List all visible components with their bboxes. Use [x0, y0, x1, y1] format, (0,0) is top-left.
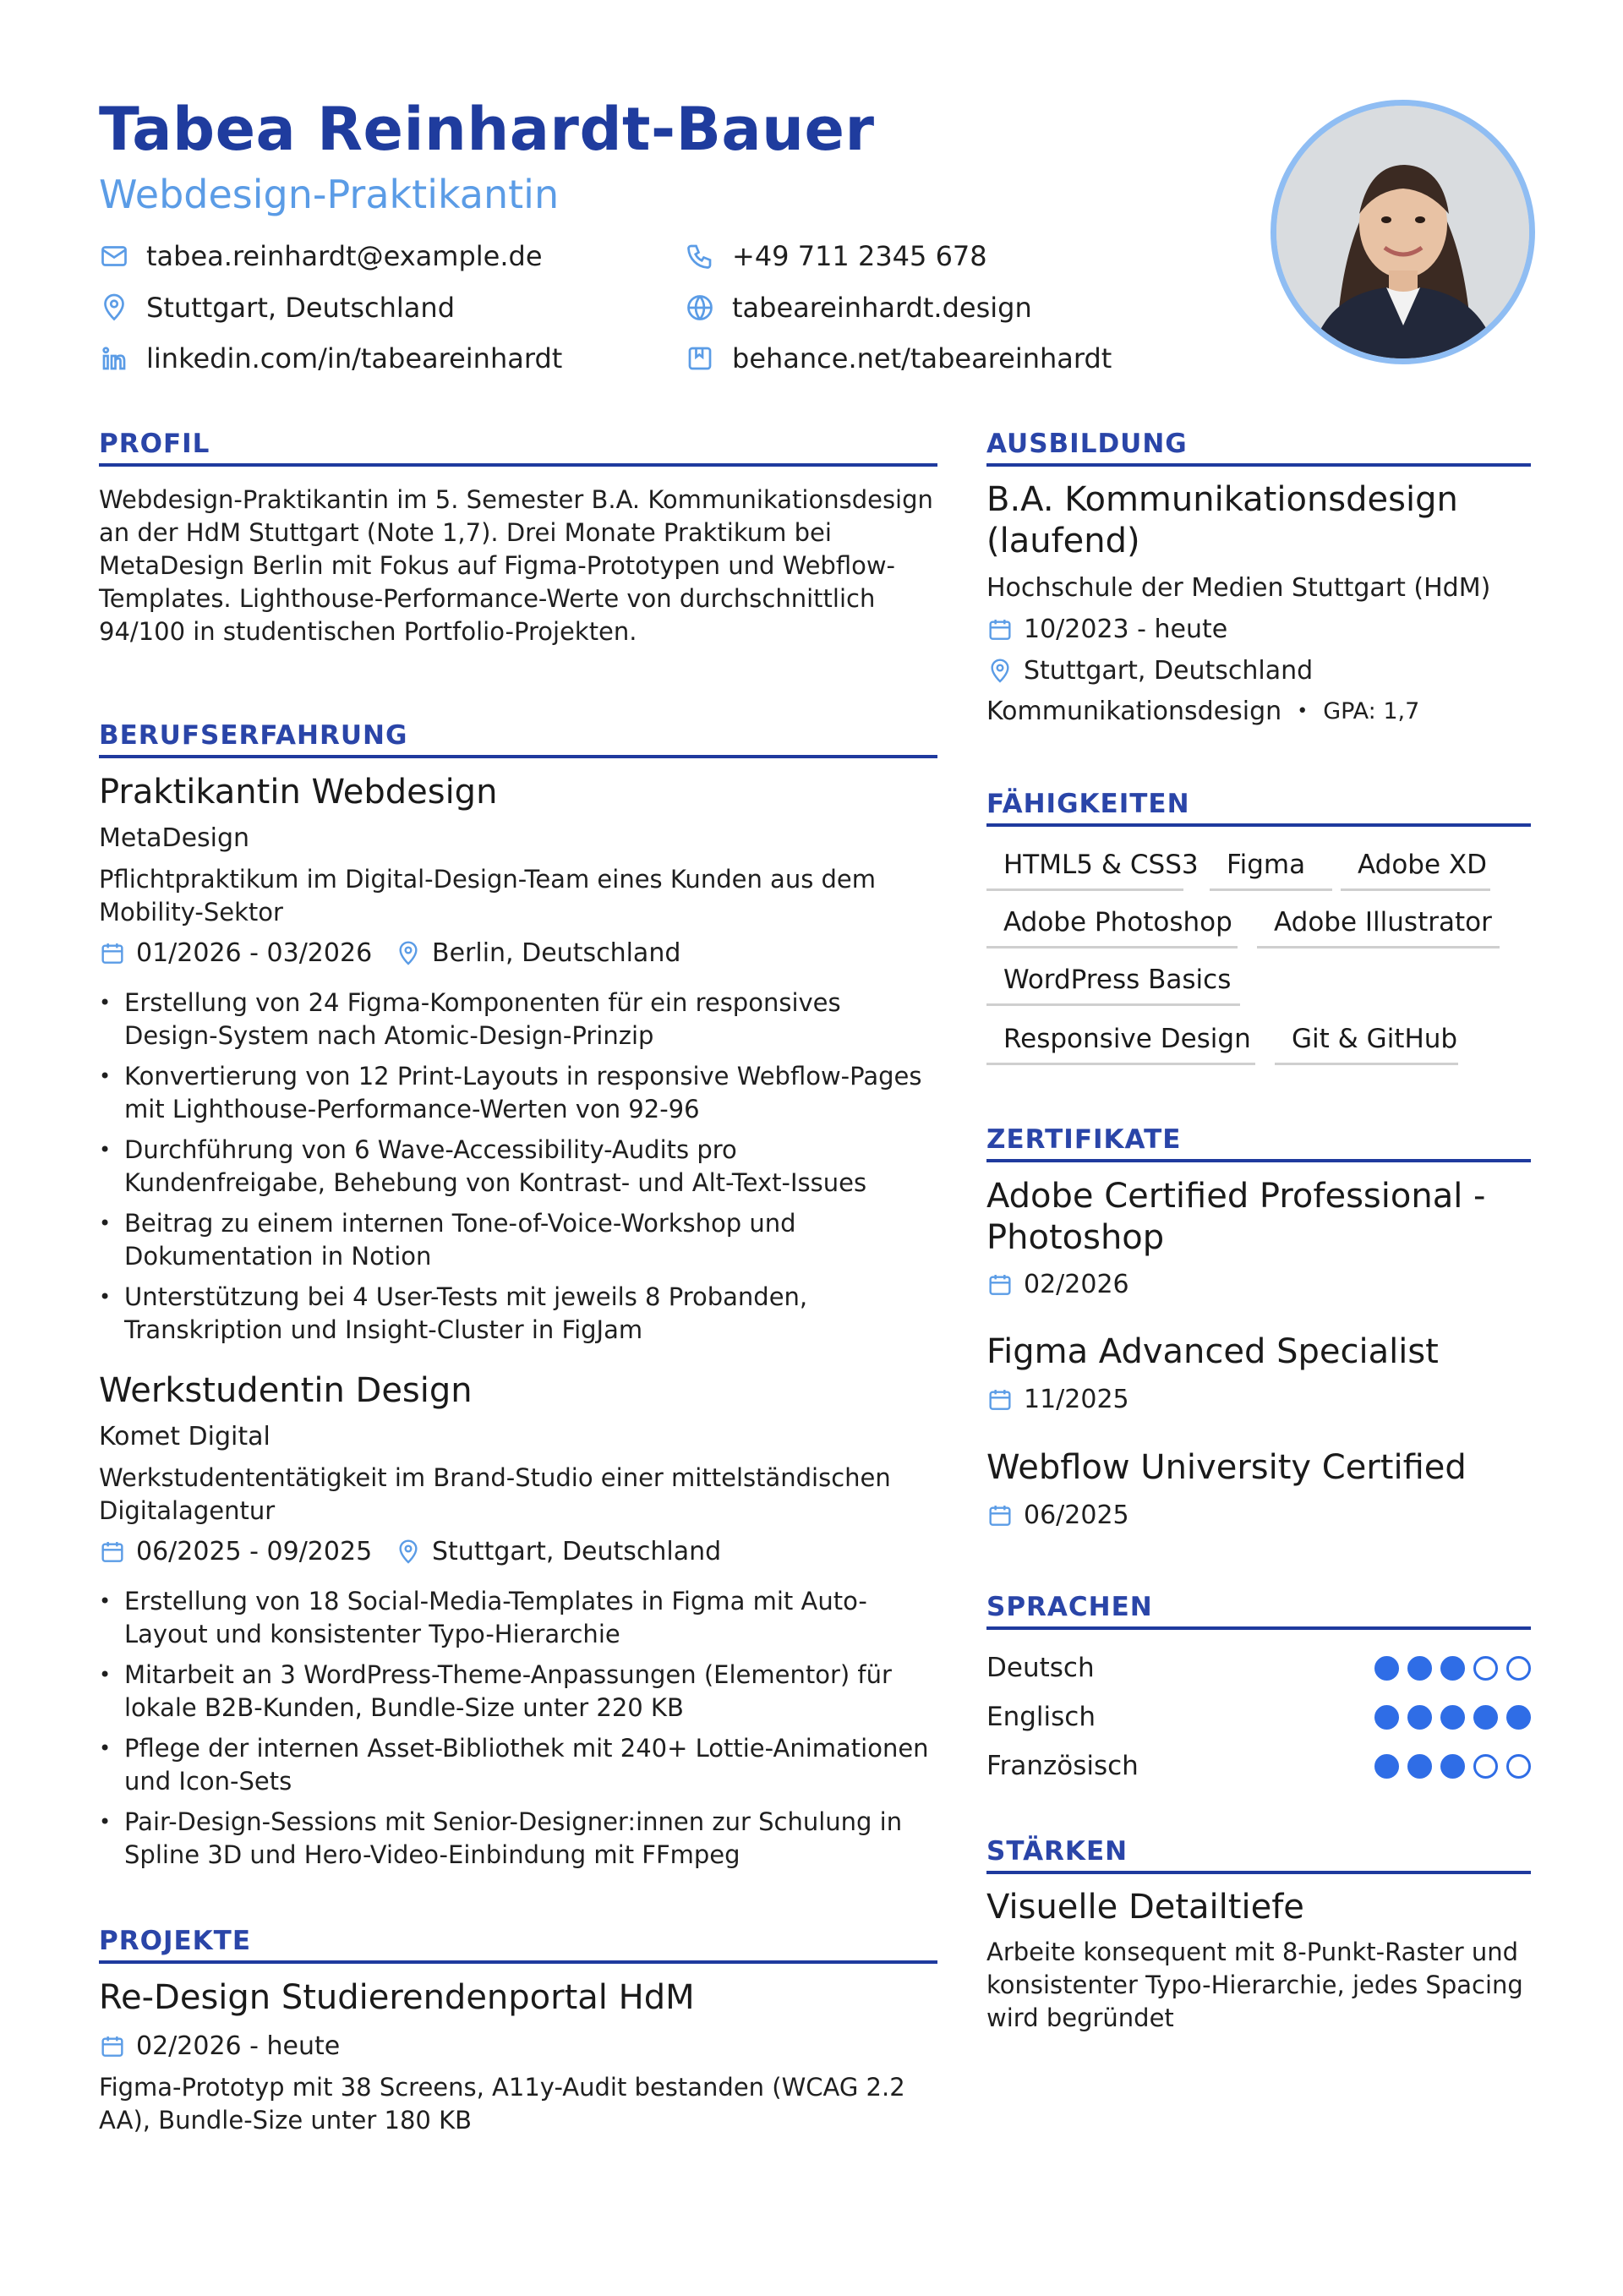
- section-divider: [986, 1871, 1531, 1874]
- skill-tag: Git & GitHub: [1275, 1024, 1458, 1065]
- job-location: [395, 1537, 721, 1566]
- location-pin-icon: [99, 292, 129, 323]
- section-divider: [986, 1626, 1531, 1630]
- education-location: [986, 656, 1313, 686]
- level-dot-filled: [1440, 1656, 1465, 1681]
- linkedin-text: linkedin.com/in/tabeareinhardt: [146, 342, 563, 374]
- location-pin-icon: [395, 1539, 422, 1566]
- calendar-icon: [99, 1539, 126, 1566]
- phone-icon: [685, 241, 715, 271]
- job-location: [395, 938, 680, 968]
- level-dot-filled: [1374, 1656, 1399, 1681]
- gpa: GPA: 1,7: [1323, 698, 1420, 724]
- email-text: tabea.reinhardt@example.de: [146, 240, 543, 272]
- candidate-name: Tabea Reinhardt-Bauer: [99, 95, 875, 164]
- language-level-dots: [1374, 1656, 1531, 1681]
- skill-tag: Adobe XD: [1341, 850, 1490, 891]
- language-list: [986, 1643, 1531, 1790]
- section-heading-skills: FÄHIGKEITEN: [986, 789, 1190, 819]
- degree-title-line2: (laufend): [986, 522, 1140, 560]
- globe-icon: [685, 292, 715, 323]
- contact-location: [99, 292, 455, 324]
- project-dates-text: 02/2026 - heute: [136, 2031, 341, 2061]
- calendar-icon: [99, 940, 126, 967]
- calendar-icon: [986, 1386, 1014, 1413]
- skill-tag: HTML5 & CSS3: [986, 850, 1183, 891]
- school-name: Hochschule der Medien Stuttgart (HdM): [986, 573, 1491, 603]
- level-dot-empty: [1473, 1754, 1498, 1779]
- level-dot-filled: [1407, 1754, 1432, 1779]
- contact-email[interactable]: [99, 240, 543, 272]
- location-pin-icon: [986, 658, 1014, 685]
- certificate-date-text: 02/2026: [1024, 1270, 1129, 1299]
- level-dot-filled: [1506, 1705, 1531, 1730]
- certificate-title: Webflow University Certified: [986, 1448, 1467, 1487]
- contact-linkedin[interactable]: [99, 342, 562, 374]
- list-item: • Pflege der internen Asset-Bibliothek mit 240+ Lottie-Animationen und Icon-Sets: [99, 1732, 937, 1798]
- degree-title-line1: B.A. Kommunikationsdesign: [986, 480, 1458, 519]
- job-title: Praktikantin Webdesign: [99, 773, 498, 812]
- language-row: [986, 1741, 1531, 1790]
- behance-text: behance.net/tabeareinhardt: [732, 342, 1112, 374]
- certificate-date: [986, 1270, 1129, 1299]
- job-description: Pflichtpraktikum im Digital-Design-Team eines Kunden aus dem Mobility-Sektor: [99, 865, 877, 927]
- level-dot-filled: [1473, 1705, 1498, 1730]
- phone-text: +49 711 2345 678: [732, 240, 987, 272]
- language-level-dots: [1374, 1754, 1531, 1779]
- section-heading-education: AUSBILDUNG: [986, 429, 1188, 459]
- project-dates: [99, 2031, 340, 2061]
- certificate-date: [986, 1501, 1129, 1530]
- calendar-icon: [986, 1271, 1014, 1298]
- contact-phone[interactable]: [685, 240, 987, 272]
- job-title: Werkstudentin Design: [99, 1371, 473, 1410]
- job-bullets: [99, 987, 937, 1354]
- education-location-text: Stuttgart, Deutschland: [1024, 656, 1314, 686]
- level-dot-filled: [1440, 1754, 1465, 1779]
- list-item: • Konvertierung von 12 Print-Layouts in responsive Webflow-Pages mit Lighthouse-Performance-Werten von 92-96: [99, 1060, 937, 1126]
- calendar-icon: [986, 616, 1014, 643]
- level-dot-filled: [1374, 1754, 1399, 1779]
- level-dot-filled: [1440, 1705, 1465, 1730]
- contact-behance[interactable]: [685, 342, 1112, 374]
- list-item: • Pair-Design-Sessions mit Senior-Designer:innen zur Schulung in Spline 3D und Hero-Video-Einbindung mit FFmpeg: [99, 1806, 937, 1872]
- education-dates-text: 10/2023 - heute: [1024, 615, 1228, 644]
- portfolio-icon: [685, 343, 715, 374]
- certificate-date-text: 06/2025: [1024, 1501, 1129, 1530]
- skill-tag: Adobe Photoshop: [986, 907, 1238, 948]
- location-pin-icon: [395, 940, 422, 967]
- job-company: MetaDesign: [99, 823, 250, 853]
- level-dot-filled: [1407, 1705, 1432, 1730]
- section-heading-experience: BERUFSERFAHRUNG: [99, 720, 408, 751]
- language-name: Französisch: [986, 1751, 1139, 1781]
- language-name: Deutsch: [986, 1653, 1095, 1683]
- linkedin-icon: [99, 343, 129, 374]
- language-row: [986, 1643, 1531, 1692]
- section-heading-certificates: ZERTIFIKATE: [986, 1124, 1182, 1155]
- section-divider: [986, 1159, 1531, 1162]
- certificate-title-line1: Adobe Certified Professional -: [986, 1177, 1486, 1216]
- profile-summary: Webdesign-Praktikantin im 5. Semester B.A. Kommunikationsdesign an der HdM Stuttgart (Note 1,7). Drei Monate Praktikum bei MetaDesign Berlin mit Fokus auf Figma-Prototypen und Webflow-Templates. Lighthouse-Performance-Werte von durchschnittlich 94/100 in studentischen Portfolio-Projekten.: [99, 485, 933, 646]
- job-company: Komet Digital: [99, 1422, 270, 1451]
- strength-description: Arbeite konsequent mit 8-Punkt-Raster und konsistenter Typo-Hierarchie, jedes Spacing wird begründet: [986, 1938, 1523, 2032]
- separator-dot: •: [1297, 701, 1309, 722]
- job-dates-text: 06/2025 - 09/2025: [136, 1537, 373, 1566]
- skill-tag: Responsive Design: [986, 1024, 1255, 1065]
- list-item: • Erstellung von 24 Figma-Komponenten für ein responsives Design-System nach Atomic-Design-Prinzip: [99, 987, 937, 1052]
- website-text: tabeareinhardt.design: [732, 292, 1032, 324]
- profile-photo: [1271, 100, 1535, 364]
- list-item: • Mitarbeit an 3 WordPress-Theme-Anpassungen (Elementor) für lokale B2B-Kunden, Bundle-Size unter 220 KB: [99, 1659, 937, 1725]
- skill-tag: WordPress Basics: [986, 965, 1240, 1006]
- language-name: Englisch: [986, 1702, 1096, 1732]
- project-title: Re-Design Studierendenportal HdM: [99, 1978, 695, 2017]
- list-item: • Durchführung von 6 Wave-Accessibility-Audits pro Kundenfreigabe, Behebung von Kontrast- und Alt-Text-Issues: [99, 1134, 937, 1200]
- certificate-title: Figma Advanced Specialist: [986, 1332, 1439, 1371]
- skill-tag: Figma: [1210, 850, 1332, 891]
- calendar-icon: [99, 2033, 126, 2060]
- certificate-title-line2: Photoshop: [986, 1218, 1165, 1257]
- level-dot-filled: [1374, 1705, 1399, 1730]
- section-heading-languages: SPRACHEN: [986, 1592, 1153, 1622]
- section-heading-strengths: STÄRKEN: [986, 1836, 1128, 1867]
- job-description: Werkstudententätigkeit im Brand-Studio einer mittelständischen Digitalagentur: [99, 1463, 891, 1525]
- section-divider: [986, 823, 1531, 827]
- mail-icon: [99, 241, 129, 271]
- portrait-image: [1276, 106, 1530, 359]
- section-divider: [99, 463, 937, 467]
- job-location-text: Stuttgart, Deutschland: [432, 1537, 722, 1566]
- level-dot-empty: [1506, 1656, 1531, 1681]
- list-item: • Unterstützung bei 4 User-Tests mit jeweils 8 Probanden, Transkription und Insight-Cluster in FigJam: [99, 1281, 937, 1347]
- job-location-text: Berlin, Deutschland: [432, 938, 681, 968]
- job-dates: [99, 938, 372, 968]
- level-dot-filled: [1407, 1656, 1432, 1681]
- project-description: Figma-Prototyp mit 38 Screens, A11y-Audit bestanden (WCAG 2.2 AA), Bundle-Size unter 180 KB: [99, 2073, 905, 2135]
- job-bullets: [99, 1585, 937, 1879]
- section-divider: [986, 463, 1531, 467]
- section-heading-profile: PROFIL: [99, 429, 210, 459]
- education-field-row: [986, 697, 1419, 726]
- job-dates-text: 01/2026 - 03/2026: [136, 938, 373, 968]
- education-dates: [986, 615, 1227, 644]
- list-item: • Erstellung von 18 Social-Media-Templates in Figma mit Auto-Layout und konsistenter Typo-Hierarchie: [99, 1585, 937, 1651]
- certificate-date: [986, 1385, 1129, 1414]
- job-dates: [99, 1537, 372, 1566]
- level-dot-empty: [1473, 1656, 1498, 1681]
- job-title: Webdesign-Praktikantin: [99, 172, 560, 217]
- level-dot-empty: [1506, 1754, 1531, 1779]
- certificate-date-text: 11/2025: [1024, 1385, 1129, 1414]
- list-item: • Beitrag zu einem internen Tone-of-Voice-Workshop und Dokumentation in Notion: [99, 1207, 937, 1273]
- section-divider: [99, 1960, 937, 1964]
- language-level-dots: [1374, 1705, 1531, 1730]
- calendar-icon: [986, 1502, 1014, 1529]
- section-heading-projects: PROJEKTE: [99, 1926, 251, 1956]
- location-text: Stuttgart, Deutschland: [146, 292, 455, 324]
- field-of-study: Kommunikationsdesign: [986, 697, 1282, 726]
- strength-title: Visuelle Detailtiefe: [986, 1888, 1304, 1927]
- contact-website[interactable]: [685, 292, 1032, 324]
- section-divider: [99, 755, 937, 758]
- language-row: [986, 1692, 1531, 1741]
- skill-tag: Adobe Illustrator: [1257, 907, 1500, 948]
